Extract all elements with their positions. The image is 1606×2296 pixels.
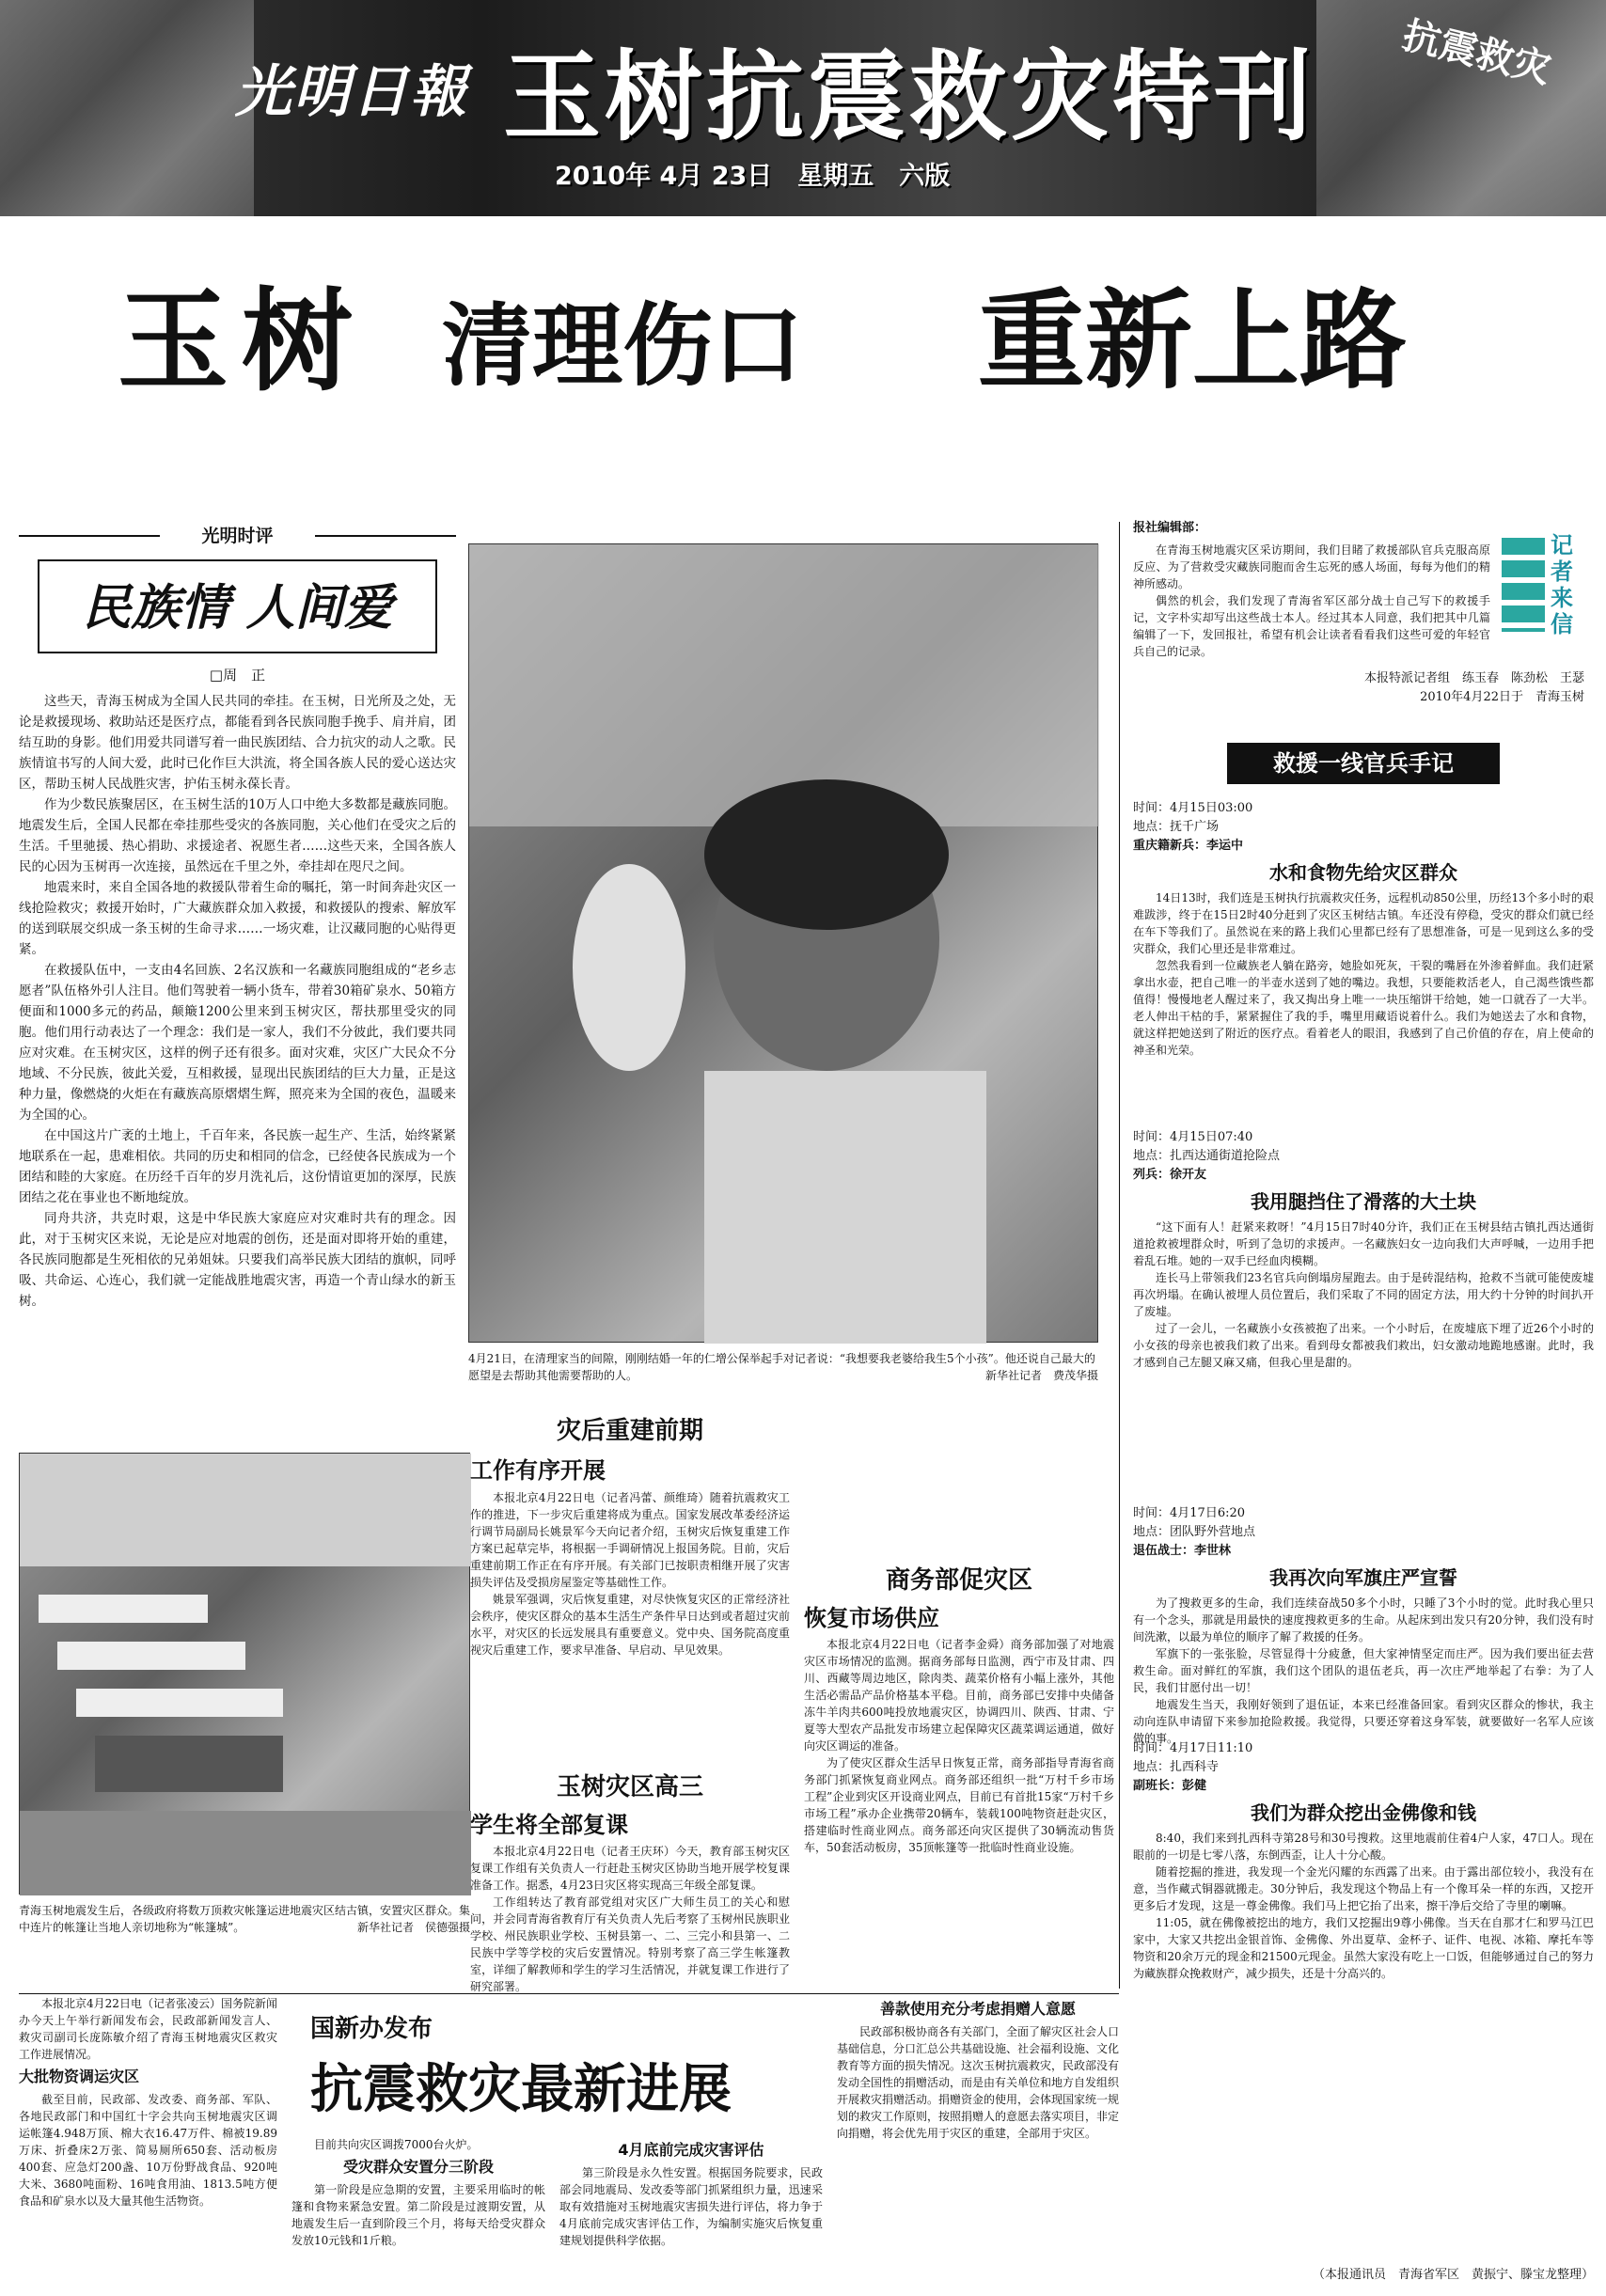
bottom-col-d (837, 1995, 1119, 2287)
article-paragraph: 工作组转达了教育部党组对灾区广大师生员工的关心和慰问，并会同青海省教育厅有关负责人先后考察了玉树州民族职业学校、州民族职业学校、玉树县第一、二、三完小和县第一、二民族中学等学校的灾后安置情况。特别考察了高三学生帐篷教室，详细了解教师和学生的学习生活情况，并就复课工作进行了研究部署。 (470, 1895, 790, 1993)
editorial-paragraph: 这些天，青海玉树成为全国人民共同的牵挂。在玉树，日光所及之处，无论是救援现场、救助站还是医疗点，都能看到各民族同胞手挽手、肩并肩，团结互助的身影。他们用爱共同谱写着一曲民族团结、合力抗灾的动人之歌。民族情谊书写的人间大爱，此时已化作巨大洪流，将全国各族人民的爱心送达灾区，帮助玉树人民战胜灾害，护佑玉树永葆长青。 (19, 694, 456, 792)
village-photo-caption (19, 1902, 470, 1977)
diary-entry-title: 我再次向军旗庄严宣誓 (1269, 1566, 1457, 1589)
article-commerce-title2: 恢复市场供应 (804, 1605, 939, 1631)
diary-section-title: 救援一线官兵手记 (1273, 750, 1454, 777)
bottom-section (19, 1995, 1119, 2287)
diary-paragraph: 随着挖掘的推进，我发现一个金光闪耀的东西露了出来。由于露出部位较小，我没有在意，当作藏式铜器就搬走。30分钟后，我发现这个物品上有一个像耳朵一样的东西，又挖开更多后才发现，这是一尊金佛像。我们马上把它抬了出来，擦干净后交给了寺里的喇嘛。 (1133, 1865, 1594, 1912)
article-rebuild-title2: 工作有序开展 (470, 1457, 606, 1484)
diary-entry (1133, 1128, 1594, 1495)
letter-paragraph: 偶然的机会，我们发现了青海省军区部分战士自己写下的救援手记，文字朴实却写出这些战士本人。经过其本人同意，我们把其中几篇编辑了一下，发回报社，希望有机会让读者看看我们这些可爱的年轻官兵自己的记录。 (1133, 594, 1490, 658)
diary-author: 重庆籍新兵：李运中 (1133, 839, 1244, 853)
diary-entry-title: 水和食物先给灾区群众 (1269, 861, 1457, 884)
editorial-paragraph: 同舟共济，共克时艰，这是中华民族大家庭应对灾难时共有的理念。因此，对于玉树灾区来说，无论是应对地震的创伤，还是面对即将开始的重建，各民族同胞都是生死相依的兄弟姐妹。只要我们高举民族大团结的旗帜，同呼吸、共命运、心连心，我们就一定能战胜地震灾害，再造一个青山绿水的新玉树。 (19, 1211, 456, 1309)
diary-place: 地点：扎西科寺 (1133, 1760, 1220, 1774)
diary-paragraph: 地震发生当天，我刚好领到了退伍证，本来已经准备回家。看到灾区群众的惨状，我主动向连队申请留下来参加抢险救援。我觉得，只要还穿着这身军装，就要做好一名军人应该做的事。 (1133, 1698, 1594, 1745)
diary-paragraph: 连长马上带领我们23名官兵向倒塌房屋跑去。由于是砖混结构，抢救不当就可能使废墟再次坍塌。在确认被埋人员位置后，我们采取了不同的固定方法，用大约十分钟的时间扒开了废墟。 (1133, 1271, 1594, 1318)
article-commerce-title1: 商务部促灾区 (885, 1566, 1032, 1595)
bottom-col-a (19, 1995, 277, 2287)
diary-time: 时间：4月15日03:00 (1133, 801, 1253, 815)
main-photo (468, 543, 1098, 1343)
main-photo-credit: 新华社记者 费茂华摄 (984, 1369, 1098, 1382)
editorial-paragraph: 在救援队伍中，一支由4名回族、2名汉族和一名藏族同胞组成的“老乡志愿者”队伍格外引人注目。他们驾驶着一辆小货车，带着30箱矿泉水、50箱方便面和1000多元的药品，颠簸1200公里来到玉树灾区，帮扶那里受灾的同胞。他们用行动表达了一个理念：我们是一家人，我们不分彼此，我们要共同应对灾难。在玉树灾区，这样的例子还有很多。面对灾难，灾区广大民众不分地域、不分民族，彼此关爱，互相救援，显现出民族团结的巨大力量，正是这种力量，像燃烧的火炬在有藏族高原熠熠生辉，照亮来为全国的夜色，温暖来为全国的心。 (19, 963, 456, 1123)
paper-name-logo: 光明日報 (235, 59, 468, 125)
masthead (0, 0, 1606, 216)
diary-paragraph: 8:40，我们来到扎西科寺第28号和30号搜救。这里地震前住着4户人家，47口人。现在眼前的一切是七零八落，东倒西歪，让人十分心酸。 (1133, 1832, 1594, 1862)
diary-author: 副班长：彭健 (1133, 1779, 1207, 1793)
bottom-kicker: 国新办发布 (310, 2015, 433, 2043)
editorial-title: 民族情 人间爱 (82, 579, 393, 637)
diary-author: 列兵：徐开友 (1133, 1168, 1207, 1182)
bottom-section-text: 第三阶段是永久性安置。根据国务院要求，民政部会同地震局、发改委等部门抓紧组织力量，迅速采取有效措施对玉树地震灾害损失进行评估，将力争于4月底前完成灾害评估工作，为编制实施灾后恢复重建规划提供科学依据。 (559, 2166, 823, 2247)
article-school-title2: 学生将全部复课 (470, 1812, 628, 1838)
village-photo (19, 1453, 470, 1895)
headline (0, 271, 1606, 412)
diary-entry (1133, 799, 1594, 1119)
article-paragraph: 本报北京4月22日电（记者王庆环）今天，教育部玉树灾区复课工作组有关负责人一行赶赴玉树灾区协助当地开展学校复课准备工作。据悉，4月23日灾区将实现高三年级全部复课。 (470, 1845, 790, 1892)
village-photo-figure (20, 1454, 471, 1895)
article-rebuild (470, 1410, 790, 1763)
letter-paragraph: 在青海玉树地震灾区采访期间，我们目睹了救援部队官兵克服高原反应、为了营救受灾藏族同胞而舍生忘死的感人场面，每每为他们的精神所感动。 (1133, 543, 1490, 590)
reporter-letter (1133, 519, 1594, 716)
bottom-col-b (291, 2136, 545, 2287)
diary-paragraph: 军旗下的一张张脸，尽管显得十分疲惫，但大家神情坚定而庄严。因为我们要出征去营救生命。面对鲜红的军旗，我们这个团队的退伍老兵，再一次庄严地举起了右拳：为了人民，我们甘愿付出一切！ (1133, 1647, 1594, 1694)
diary-place: 地点：扎西达通街道抢险点 (1133, 1149, 1281, 1163)
bottom-section-head: 受灾群众安置分三阶段 (342, 2158, 494, 2176)
bottom-section-text: 截至目前，民政部、发改委、商务部、军队、各地民政部门和中国红十字会共向玉树地震灾区调运帐篷4.948万顶、棉大衣16.47万件、棉被19.89万床、折叠床2万张、简易厕所650套、活动板房400套、应急灯200盏、10万份野战食品、920吨大米、3680吨面粉、16吨食用油、1813.5吨方便食品和矿泉水以及大量其他生活物资。 (19, 2093, 277, 2208)
village-photo-credit: 新华社记者 侯德强摄 (356, 1921, 470, 1934)
diary-title-bar (1227, 743, 1500, 784)
article-school (470, 1768, 790, 1993)
article-paragraph: 姚景军强调，灾后恢复重建，对尽快恢复灾区的正常经济社会秩序，使灾区群众的基本生活生产条件早日达到或者超过灾前水平，对灾区的长远发展具有重要意义。党中央、国务院高度重视灾后重建工作，要求早准备、早启动、早见效果。 (470, 1593, 790, 1657)
headline-part3: 重新上路 (978, 278, 1408, 403)
editorial-paragraph: 作为少数民族聚居区，在玉树生活的10万人口中绝大多数都是藏族同胞。地震发生后，全国人民都在牵挂那些受灾的各族同胞，关心他们在受灾之后的生活。千里驰援、热心捐助、求援途者、祝愿生者……这些天来，全国各族人民的心因为玉树再一次连接，虽然远在千里之外，牵挂却在咫尺之间。 (19, 797, 456, 874)
bottom-intro: 本报北京4月22日电（记者张凌云）国务院新闻办今天上午举行新闻发布会，民政部新闻发言人、救灾司副司长庞陈敏介绍了青海玉树地震灾区救灾工作进展情况。 (19, 1997, 277, 2061)
letter-date: 2010年4月22日于 青海玉树 (1420, 690, 1584, 704)
diary-entry-title: 我们为群众挖出金佛像和钱 (1251, 1801, 1476, 1824)
editorial-title-box (38, 559, 437, 653)
editorial-body (19, 691, 456, 1457)
village-photo-caption-text: 青海玉树地震发生后，各级政府将数万顶救灾帐篷运进地震灾区结古镇，安置灾区群众。集中连片的帐篷让当地人亲切地称为“帐篷城”。 (19, 1904, 471, 1934)
bottom-section-head: 大批物资调运灾区 (19, 2068, 140, 2085)
main-photo-figure (469, 544, 1099, 1344)
main-photo-caption (468, 1350, 1098, 1399)
masthead-banner-text: 抗震救灾 (1398, 13, 1555, 93)
diary-entry (1133, 1504, 1594, 1745)
diary-paragraph: 11:05，就在佛像被挖出的地方，我们又挖掘出9尊小佛像。当天在自那才仁和罗马江巴家中，大家又共挖出金银首饰、金佛像、外出夏草、金杯子、证件、电视、冰箱、摩托车等物资和20余万元的现金和21500元现金。虽然大家没有吃上一口饭，但能够通过自己的努力为藏族群众挽救财产，减少损失，还是十分高兴的。 (1133, 1916, 1594, 1980)
diary-time: 时间：4月17日6:20 (1133, 1506, 1246, 1520)
article-paragraph: 本报北京4月22日电（记者冯蕾、颜维琦）随着抗震救灾工作的推进，下一步灾后重建将成为重点。国家发展改革委经济运行调节局副局长姚景军今天向记者介绍，玉树灾后恢复重建工作方案已起草完毕，将根据一手调研情况上报国务院。目前，灾后重建前期工作正在有序开展。有关部门已按职责相继开展了灾害损失评估及受损房屋鉴定等基础性工作。 (470, 1491, 790, 1589)
article-paragraph: 本报北京4月22日电（记者李金舜）商务部加强了对地震灾区市场情况的监测。据商务部每日监测，西宁市及甘肃、四川、西藏等周边地区，除肉类、蔬菜价格有小幅上涨外，其他生活必需品产品价格基本平稳。目前，商务部已安排中央储备冻牛羊肉共600吨投放地震灾区，协调四川、陕西、甘肃、宁夏等大型农产品批发市场建立起保障灾区蔬菜调运通道，做好向灾区调运的准备。 (804, 1638, 1114, 1753)
diary-paragraph: 过了一会儿，一名藏族小女孩被抱了出来。一个小时后，在废墟底下埋了近26个小时的小女孩的母亲也被我们救了出来。看到母女都被我们救出，妇女激动地跪地感谢。此时，我才感到自己左腿又麻又痛，但我心里是甜的。 (1133, 1322, 1594, 1369)
diary-paragraph: 14日13时，我们连是玉树执行抗震救灾任务，远程机动850公里，历经13个多小时的艰难跋涉，终于在15日2时40分赶到了灾区玉树结古镇。车还没有停稳，受灾的群众们就已经在车下等我们了。虽然说在来的路上我们心里都已经有了思想准备，可是一见到这么多的受灾群众，我们心里还是非常难过。 (1133, 891, 1594, 955)
masthead-date: 2010年 4月 23日 星期五 六版 (555, 162, 951, 191)
column-divider (1119, 522, 1120, 1989)
bottom-col-c (559, 2136, 823, 2287)
bottom-title-area (291, 1995, 823, 2136)
special-issue-title: 玉树抗震救灾特刊 (503, 39, 1316, 154)
diary-paragraph: “这下面有人！赶紧来救呀！”4月15日7时40分许，我们正在玉树县结古镇扎西达通街道抢救被埋群众时，听到了急切的求援声。一名藏族妇女一边向我们大声呼喊，一边用手把着乱石堆。她的一双手已经血肉模糊。 (1133, 1220, 1594, 1267)
diary-time: 时间：4月17日11:10 (1133, 1741, 1253, 1755)
editorial (19, 522, 456, 1462)
diary-place: 地点：抚千广场 (1133, 820, 1220, 834)
diary-footer: （本报通讯员 青海省军区 黄振宁、滕宝龙整理） (1133, 2266, 1594, 2285)
diary-entry (1133, 1739, 1594, 2285)
headline-part2: 清理伤口 (442, 293, 803, 399)
main-photo-caption-text: 4月21日，在清理家当的间隙，刚刚结婚一年的仁增公保举起手对记者说：“我想要我老婆给我生5个小孩”。他还说自己最大的愿望是去帮助其他需要帮助的人。 (468, 1352, 1095, 1382)
diary-paragraph: 忽然我看到一位藏族老人躺在路旁，她脸如死灰，干裂的嘴唇在外渗着鲜血。我们赶紧拿出水壶，把自己唯一的半壶水送到了她的嘴边。我想，只要能救活老人，自己渴些饿些都值得！慢慢地老人醒过来了，我又掏出身上唯一一块压缩饼干给她，她一口就吞了一大半。老人伸出干枯的手，紧紧握住了我的手，嘴里用藏语说着什么。我们为她送去了水和食物，就这样把她送到了附近的医疗点。看着老人的眼泪，我感到了自己价值的存在，肩上使命的神圣和光荣。 (1133, 959, 1594, 1057)
telephone-icon (1502, 538, 1545, 632)
article-school-title1: 玉树灾区高三 (556, 1773, 703, 1801)
letter-badge-text: 记者来信 (1551, 532, 1573, 637)
editorial-paragraph: 在中国这片广袤的土地上，千百年来，各民族一起生产、生活，始终紧紧地联系在一起，患难相依。共同的历史和相同的信念，已经使各民族成为一个团结和睦的大家庭。在历经千百年的岁月洗礼后，这份情谊更加的深厚，民族团结之花在事业也不断地绽放。 (19, 1128, 456, 1205)
editorial-paragraph: 地震来时，来自全国各地的救援队带着生命的嘱托，第一时间奔赴灾区一线抢险救灾；救援开始时，广大藏族群众加入救援，和救援队的搜索、解放军的送到联展交织成一条玉树的生命寻求……一场灾难，让汉藏同胞的心贴得更紧。 (19, 880, 456, 957)
diary-entry-title: 我用腿挡住了滑落的大土块 (1251, 1190, 1476, 1213)
letter-signature: 本报特派记者组 练玉春 陈劲松 王瑟 (1363, 671, 1584, 685)
headline-part1: 玉树 (118, 276, 367, 406)
bottom-section-text: 第一阶段是应急期的安置，主要采用临时的帐篷和食物来紧急安置。第二阶段是过渡期安置，从地震发生后一直到阶段三个月，将每天给受灾群众发放10元钱和1斤粮。 (291, 2183, 545, 2247)
article-paragraph: 为了使灾区群众生活早日恢复正常，商务部指导青海省商务部门抓紧恢复商业网点。商务部还组织一批“万村千乡市场工程”企业到灾区开设商业网点，目前已有首批15家“万村千乡市场工程”承办企业携带20辆车，装载100吨物资赶赴灾区，搭建临时性商业网点。商务部还向灾区提供了30辆流动售货车，50套活动板房，35顶帐篷等一批临时性商业设施。 (804, 1756, 1114, 1854)
bottom-section-text: 目前共向灾区调拨7000台火炉。 (314, 2138, 479, 2151)
village-photo-block (19, 1453, 470, 1989)
bottom-divider (19, 1993, 1119, 1994)
bottom-title: 抗震救灾最新进展 (310, 2058, 732, 2120)
bottom-section-head: 4月底前完成灾害评估 (618, 2141, 764, 2159)
letter-body (1133, 542, 1490, 664)
diary-author: 退伍战士：李世林 (1133, 1544, 1232, 1558)
bottom-section-head: 善款使用充分考虑捐赠人意愿 (879, 2000, 1076, 2018)
article-commerce (804, 1410, 1114, 1993)
diary-paragraph: 为了搜救更多的生命，我们连续奋战50多个小时，只睡了3个小时的觉。此时我心里只有一个念头，那就是用最快的速度搜救更多的生命。从起床到出发只有20分钟，我们没有时间洗漱，以最为单位的顺序了解了救援的任务。 (1133, 1596, 1594, 1643)
masthead-photo-left (0, 0, 254, 216)
diary-place: 地点：团队野外营地点 (1133, 1525, 1256, 1539)
letter-badge (1502, 528, 1594, 641)
main-photo-block (468, 543, 1098, 1399)
editorial-author: □周 正 (209, 667, 266, 684)
article-rebuild-title1: 灾后重建前期 (556, 1417, 703, 1445)
letter-salutation: 报社编辑部： (1133, 521, 1207, 535)
editorial-kicker: 光明时评 (160, 522, 315, 550)
bottom-section-text: 民政部积极协商各有关部门，全面了解灾区社会人口基础信息，分口汇总公共基础设施、社会福利设施、文化教育等方面的损失情况。这次玉树抗震救灾，民政部没有发动全国性的捐赠活动，而是由有关单位和地方自发组织开展救灾捐赠活动。捐赠资金的使用，会体现国家统一规划的救灾工作原则，按照捐赠人的意愿去落实项目，非定向捐赠，将会优先用于灾区的重建，全部用于灾区。 (837, 2025, 1120, 2140)
diary-time: 时间：4月15日07:40 (1133, 1130, 1253, 1144)
